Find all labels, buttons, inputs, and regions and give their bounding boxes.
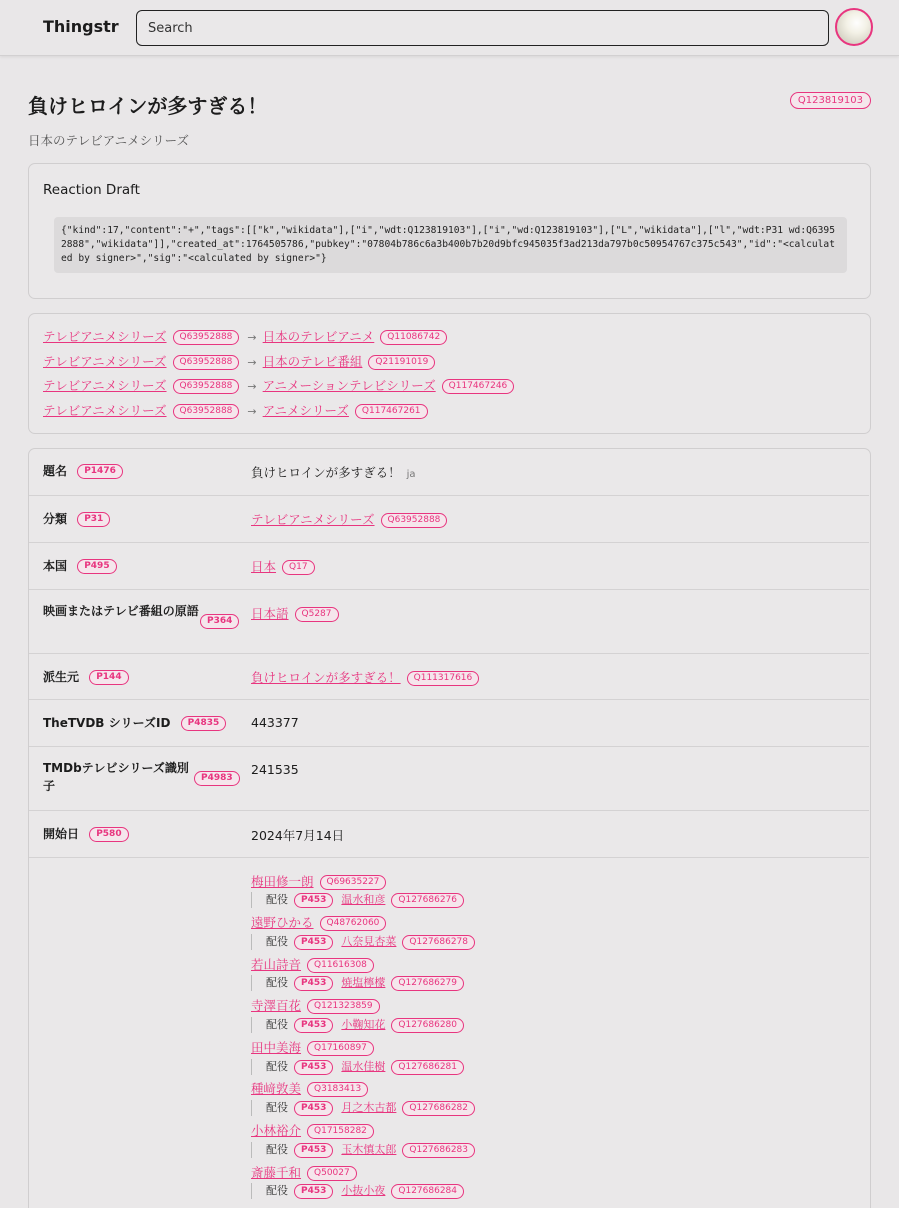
hierarchy-to-link[interactable]: アニメーションテレビシリーズ — [262, 378, 436, 393]
property-label: 本国 — [43, 559, 68, 573]
actor-link[interactable]: 遠野ひかる — [251, 915, 314, 930]
language-tag: ja — [406, 469, 416, 480]
arrow-right-icon: → — [247, 405, 257, 418]
hierarchy-row — [43, 352, 435, 370]
property-label: TheTVDB シリーズID — [43, 716, 171, 730]
property-id-badge[interactable]: P4835 — [181, 716, 227, 731]
character-link[interactable]: 温水和彦 — [341, 893, 386, 906]
role-property-badge[interactable]: P453 — [294, 1060, 333, 1075]
actor-link[interactable]: 小林裕介 — [251, 1123, 302, 1138]
hierarchy-from-id[interactable]: Q63952888 — [173, 355, 240, 370]
property-id-badge[interactable]: P364 — [200, 614, 239, 629]
character-id-badge[interactable]: Q127686282 — [402, 1101, 475, 1116]
reaction-draft-title: Reaction Draft — [43, 182, 140, 198]
cast-role — [251, 975, 464, 991]
property-value — [251, 510, 447, 528]
value-id-badge[interactable]: Q17 — [282, 560, 315, 575]
value-link[interactable]: 日本語 — [251, 606, 289, 621]
property-id-badge[interactable]: P495 — [77, 559, 116, 574]
role-label: 配役 — [266, 935, 288, 948]
property-row — [29, 699, 869, 746]
property-label-wrap — [43, 510, 110, 528]
role-label: 配役 — [266, 1018, 288, 1031]
role-property-badge[interactable]: P453 — [294, 1143, 333, 1158]
hierarchy-to-id[interactable]: Q11086742 — [380, 330, 447, 345]
property-row — [29, 495, 869, 542]
actor-id-badge[interactable]: Q17160897 — [307, 1041, 374, 1056]
hierarchy-row — [43, 401, 428, 419]
property-value — [251, 668, 479, 686]
property-row — [29, 542, 869, 589]
character-link[interactable]: 小鞠知花 — [341, 1018, 386, 1031]
character-id-badge[interactable]: Q127686281 — [391, 1060, 464, 1075]
cast-role — [251, 1100, 475, 1116]
arrow-right-icon: → — [247, 380, 257, 393]
cast-member — [251, 872, 386, 890]
property-label: 映画またはテレビ番組の原語 — [43, 604, 199, 618]
character-id-badge[interactable]: Q127686278 — [402, 935, 475, 950]
property-row — [29, 449, 869, 495]
hierarchy-to-link[interactable]: 日本のテレビ番組 — [262, 354, 363, 369]
property-value: 443377 — [251, 715, 299, 730]
entity-id-badge[interactable]: Q123819103 — [790, 92, 871, 109]
property-row — [29, 746, 869, 810]
entity-description: 日本のテレビアニメシリーズ — [28, 133, 190, 148]
role-property-badge[interactable]: P453 — [294, 976, 333, 991]
cast-role — [251, 1059, 464, 1075]
property-label-wrap — [43, 825, 129, 843]
hierarchy-to-link[interactable]: 日本のテレビアニメ — [262, 329, 375, 344]
property-label: TMDbテレビシリーズ識別子 — [43, 761, 189, 793]
cast-member — [251, 1163, 357, 1181]
character-id-badge[interactable]: Q127686283 — [402, 1143, 475, 1158]
reaction-draft-json: {"kind":17,"content":"+","tags":[["k","wikidata"],["i","wdt:Q123819103"],["i","wd:Q123819103"],["L","wikidata"],["l","wdt:P31 wd:Q63952888","wikidata"]],"created_at":1764505786,"pubkey":"07804b786c6a3b400b7b20d9bfc945035f3ad213da797b0c50954767c375c543","id":"<calculated by signer>","sig":"<calculated by signer>"} — [54, 217, 847, 273]
property-label: 題名 — [43, 464, 68, 478]
actor-id-badge[interactable]: Q11616308 — [307, 958, 374, 973]
cast-role — [251, 892, 464, 908]
value-id-badge[interactable]: Q111317616 — [407, 671, 480, 686]
hierarchy-row — [43, 327, 447, 345]
cast-role — [251, 1017, 464, 1033]
character-link[interactable]: 月之木古都 — [341, 1101, 397, 1114]
character-link[interactable]: 小抜小夜 — [341, 1184, 386, 1197]
property-value — [251, 557, 315, 575]
character-id-badge[interactable]: Q127686276 — [391, 893, 464, 908]
property-label: 開始日 — [43, 827, 80, 841]
property-id-badge[interactable]: P144 — [89, 670, 128, 685]
actor-link[interactable]: 若山詩音 — [251, 957, 302, 972]
property-label-wrap — [43, 668, 129, 686]
hierarchy-to-id[interactable]: Q21191019 — [368, 355, 435, 370]
character-link[interactable]: 温水佳樹 — [341, 1060, 386, 1073]
property-label-wrap — [43, 557, 117, 575]
cast-member — [251, 1121, 374, 1139]
role-property-badge[interactable]: P453 — [294, 935, 333, 950]
actor-link[interactable]: 梅田修一朗 — [251, 874, 314, 889]
cast-role — [251, 1142, 475, 1158]
actor-id-badge[interactable]: Q17158282 — [307, 1124, 374, 1139]
hierarchy-from-id[interactable]: Q63952888 — [173, 404, 240, 419]
hierarchy-row — [43, 376, 514, 394]
value-link[interactable]: 負けヒロインが多すぎる！ — [251, 670, 401, 685]
hierarchy-from-id[interactable]: Q63952888 — [173, 379, 240, 394]
hierarchy-from-link[interactable]: テレビアニメシリーズ — [43, 378, 167, 393]
role-property-badge[interactable]: P453 — [294, 893, 333, 908]
avatar[interactable] — [835, 8, 873, 46]
cast-member — [251, 996, 380, 1014]
actor-link[interactable]: 寺澤百花 — [251, 998, 302, 1013]
property-value: 241535 — [251, 762, 299, 777]
cast-member — [251, 1079, 368, 1097]
value-id-badge[interactable]: Q63952888 — [381, 513, 448, 528]
property-value — [251, 604, 339, 622]
character-id-badge[interactable]: Q127686280 — [391, 1018, 464, 1033]
role-property-badge[interactable]: P453 — [294, 1101, 333, 1116]
role-label: 配役 — [266, 893, 288, 906]
value-link[interactable]: 日本 — [251, 559, 277, 574]
actor-id-badge[interactable]: Q121323859 — [307, 999, 380, 1014]
hierarchy-from-link[interactable]: テレビアニメシリーズ — [43, 403, 167, 418]
top-bar — [0, 0, 899, 56]
character-link[interactable]: 焼塩檸檬 — [341, 976, 386, 989]
character-id-badge[interactable]: Q127686279 — [391, 976, 464, 991]
role-label: 配役 — [266, 1184, 288, 1197]
property-row — [29, 589, 869, 653]
actor-link[interactable]: 斎藤千和 — [251, 1165, 302, 1180]
reaction-draft-card — [28, 163, 871, 299]
property-label-wrap — [43, 462, 123, 480]
class-hierarchy-card — [28, 313, 871, 434]
title-row — [28, 90, 871, 120]
value-id-badge[interactable]: Q5287 — [295, 607, 339, 622]
role-label: 配役 — [266, 1143, 288, 1156]
actor-id-badge[interactable]: Q3183413 — [307, 1082, 368, 1097]
arrow-right-icon: → — [247, 331, 257, 344]
role-label: 配役 — [266, 1060, 288, 1073]
title-value: 負けヒロインが多すぎる！ — [251, 465, 401, 480]
actor-id-badge[interactable]: Q48762060 — [320, 916, 387, 931]
hierarchy-to-id[interactable]: Q117467261 — [355, 404, 428, 419]
role-label: 配役 — [266, 976, 288, 989]
role-label: 配役 — [266, 1101, 288, 1114]
actor-id-badge[interactable]: Q69635227 — [320, 875, 387, 890]
value-link[interactable]: テレビアニメシリーズ — [251, 512, 375, 527]
hierarchy-to-id[interactable]: Q117467246 — [442, 379, 515, 394]
search-input[interactable] — [136, 10, 829, 46]
property-label-wrap — [43, 714, 226, 732]
property-value: 2024年7月14日 — [251, 828, 345, 843]
actor-id-badge[interactable]: Q50027 — [307, 1166, 357, 1181]
property-label: 分類 — [43, 512, 68, 526]
character-link[interactable]: 八奈見杏菜 — [341, 935, 397, 948]
role-property-badge[interactable]: P453 — [294, 1184, 333, 1199]
character-id-badge[interactable]: Q127686284 — [391, 1184, 464, 1199]
brand-logo[interactable]: Thingstr — [43, 17, 119, 36]
actor-link[interactable]: 種﨑敦美 — [251, 1081, 302, 1096]
property-value — [251, 463, 416, 481]
property-row-cast — [29, 857, 869, 1208]
hierarchy-from-link[interactable]: テレビアニメシリーズ — [43, 329, 167, 344]
cast-member — [251, 1038, 374, 1056]
cast-role — [251, 1183, 464, 1199]
property-label: 派生元 — [43, 670, 80, 684]
cast-role — [251, 934, 475, 950]
page-title: 負けヒロインが多すぎる！ — [28, 94, 268, 118]
role-property-badge[interactable]: P453 — [294, 1018, 333, 1033]
cast-member — [251, 955, 374, 973]
hierarchy-from-id[interactable]: Q63952888 — [173, 330, 240, 345]
property-row — [29, 810, 869, 857]
properties-table — [28, 448, 871, 1208]
character-link[interactable]: 玉木慎太郎 — [341, 1143, 397, 1156]
arrow-right-icon: → — [247, 356, 257, 369]
property-id-badge[interactable]: P4983 — [194, 771, 240, 786]
property-row — [29, 653, 869, 699]
property-id-badge[interactable]: P580 — [89, 827, 128, 842]
cast-member — [251, 913, 386, 931]
actor-link[interactable]: 田中美海 — [251, 1040, 302, 1055]
property-id-badge[interactable]: P1476 — [77, 464, 123, 479]
property-id-badge[interactable]: P31 — [77, 512, 110, 527]
hierarchy-from-link[interactable]: テレビアニメシリーズ — [43, 354, 167, 369]
hierarchy-to-link[interactable]: アニメシリーズ — [262, 403, 349, 418]
